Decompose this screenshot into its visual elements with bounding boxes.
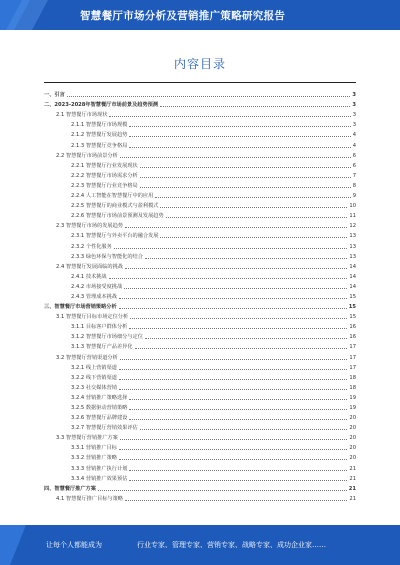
toc-entry-page: 7 bbox=[352, 172, 356, 179]
toc-entry-page: 17 bbox=[349, 344, 356, 351]
toc-entry-title: 三、智慧餐厅市场营销策略分析 bbox=[44, 304, 117, 311]
toc-entry-page: 19 bbox=[349, 405, 356, 411]
toc-dot-leader bbox=[125, 268, 347, 269]
toc-entry-page: 4 bbox=[352, 142, 356, 149]
toc-entry[interactable] bbox=[44, 441, 356, 451]
toc-entry-page: 6 bbox=[352, 152, 356, 159]
toc-entry-page: 9 bbox=[352, 193, 356, 200]
toc-entry-page: 13 bbox=[349, 233, 356, 240]
toc-dot-leader bbox=[129, 328, 347, 329]
toc-entry[interactable] bbox=[44, 472, 356, 482]
toc-entry-title: 2.3.3 绿色环保与智能化的结合 bbox=[71, 253, 143, 260]
toc-entry[interactable] bbox=[44, 209, 356, 219]
toc-entry-title: 3.2.2 线下营销渠道 bbox=[71, 374, 117, 381]
toc-dot-leader bbox=[120, 157, 351, 158]
toc-dot-leader bbox=[140, 177, 351, 178]
toc-entry[interactable] bbox=[44, 350, 356, 360]
toc-entry-title: 3.1.3 智慧餐厅产品差异化 bbox=[71, 344, 133, 351]
header-decoration bbox=[0, 0, 60, 30]
toc-entry[interactable] bbox=[44, 98, 356, 108]
toc-entry-page: 16 bbox=[349, 334, 356, 341]
toc-entry[interactable] bbox=[44, 250, 356, 260]
toc-entry[interactable] bbox=[44, 169, 356, 179]
toc-entry-title: 2.3.2 个性化服务 bbox=[71, 243, 112, 250]
toc-entry[interactable] bbox=[44, 149, 356, 159]
toc-dot-leader bbox=[145, 338, 347, 339]
toc-entry-title: 2.2.2 智慧餐厅市场需求分析 bbox=[71, 172, 138, 179]
toc-entry-page: 20 bbox=[349, 455, 356, 462]
toc-entry-title: 3.1 智慧餐厅目标市场定位分析 bbox=[56, 314, 129, 321]
toc-dot-leader bbox=[125, 227, 347, 228]
toc-dot-leader bbox=[130, 318, 347, 319]
toc-dot-leader bbox=[160, 237, 347, 238]
toc-entry-title: 3.3.3 营销推广执行计划 bbox=[71, 465, 128, 472]
toc-entry[interactable] bbox=[44, 138, 356, 148]
toc-entry-page: 4 bbox=[352, 132, 356, 139]
toc-entry[interactable] bbox=[44, 330, 356, 340]
toc-dot-leader bbox=[129, 480, 347, 481]
toc-dot-leader bbox=[129, 136, 350, 137]
toc-dot-leader bbox=[109, 116, 350, 117]
toc-entry-title: 3.3.1 营销推广目标 bbox=[71, 445, 117, 452]
toc-entry-title: 2.1.2 智慧餐厅发展趋势 bbox=[71, 132, 128, 139]
toc-dot-leader bbox=[155, 197, 350, 198]
toc-dot-leader bbox=[145, 258, 347, 259]
toc-entry-page: 20 bbox=[349, 435, 356, 442]
toc-entry[interactable] bbox=[44, 431, 356, 441]
toc-entry[interactable] bbox=[44, 88, 356, 98]
toc-entry[interactable] bbox=[44, 320, 356, 330]
toc-entry[interactable] bbox=[44, 229, 356, 239]
toc-entry-title: 2.2.6 智慧餐厅市场前景预测及发展趋势 bbox=[71, 213, 164, 220]
toc-entry-title: 2.1 智慧餐厅市场现状 bbox=[56, 112, 108, 119]
toc-entry-page: 14 bbox=[349, 273, 356, 280]
toc-dot-leader bbox=[114, 248, 348, 249]
toc-entry-title: 2.2.4 人工智能在智慧餐厅中的应用 bbox=[71, 193, 154, 200]
toc-dot-leader bbox=[129, 419, 347, 420]
toc-entry[interactable] bbox=[44, 381, 356, 391]
toc-dot-leader bbox=[119, 459, 347, 460]
toc-entry-title: 2.2.3 智慧餐厅行业竞争格局 bbox=[71, 182, 138, 189]
toc-dot-leader bbox=[120, 439, 348, 440]
toc-entry-title: 3.2.4 营销推广策略选择 bbox=[71, 394, 128, 401]
page-header bbox=[0, 0, 400, 30]
toc-entry-title: 2.4.3 管理成本挑战 bbox=[71, 293, 117, 300]
toc-entry[interactable] bbox=[44, 270, 356, 280]
toc-entry-page: 3 bbox=[352, 102, 356, 109]
toc-entry-title: 3.1.2 智慧餐厅市场细分与定位 bbox=[71, 334, 143, 341]
toc-dot-leader bbox=[119, 389, 347, 390]
toc-dot-leader bbox=[160, 207, 347, 208]
toc-entry-page: 11 bbox=[349, 213, 356, 220]
toc-entry[interactable] bbox=[44, 179, 356, 189]
toc-entry[interactable] bbox=[44, 340, 356, 350]
toc-entry[interactable] bbox=[44, 371, 356, 381]
toc-entry-page: 19 bbox=[349, 394, 356, 401]
toc-entry[interactable] bbox=[44, 300, 356, 310]
toc-entry[interactable] bbox=[44, 290, 356, 300]
toc-entry-title: 4.1 智慧餐厅推广目标与策略 bbox=[56, 495, 123, 502]
toc-entry-title: 3.3.2 营销推广策略 bbox=[71, 455, 117, 462]
toc-dot-leader bbox=[140, 429, 348, 430]
toc-entry[interactable] bbox=[44, 118, 356, 128]
toc-entry-page: 20 bbox=[349, 445, 356, 452]
toc-entry-page: 16 bbox=[349, 324, 356, 331]
footer-tags: 行业专家、管理专家、营销专家、战略专家、成功企业家…… bbox=[137, 541, 326, 549]
toc-entry[interactable] bbox=[44, 361, 356, 371]
toc-dot-leader bbox=[135, 348, 348, 349]
toc-entry-title: 2.4.2 市场接受度挑战 bbox=[71, 283, 123, 290]
toc-entry[interactable] bbox=[44, 159, 356, 169]
toc-entry[interactable] bbox=[44, 492, 356, 502]
toc-entry-page: 12 bbox=[349, 223, 356, 230]
toc-entry-page: 18 bbox=[349, 384, 356, 391]
toc-entry-title: 二、2023-2028年智慧餐厅市场前景及趋势预测 bbox=[44, 102, 159, 109]
toc-entry-page: 21 bbox=[349, 465, 356, 472]
toc-entry-page: 21 bbox=[349, 475, 356, 482]
toc-dot-leader bbox=[129, 147, 350, 148]
toc-entry-page: 3 bbox=[352, 112, 356, 119]
toc-entry[interactable] bbox=[44, 401, 356, 411]
toc-entry[interactable] bbox=[44, 310, 356, 320]
toc-entry-title: 3.2.6 智慧餐厅品牌建设 bbox=[71, 415, 128, 422]
toc-entry-page: 21 bbox=[348, 485, 356, 492]
toc-entry-title: 3.1.1 目标客户群体分析 bbox=[71, 324, 128, 331]
toc-dot-leader bbox=[140, 167, 351, 168]
toc-entry-title: 3.3 智慧餐厅营销推广方案 bbox=[56, 435, 118, 442]
toc-entry-page: 17 bbox=[349, 354, 356, 361]
toc-entry-page: 3 bbox=[352, 92, 356, 99]
toc-dot-leader bbox=[119, 449, 347, 450]
toc-dot-leader bbox=[129, 399, 347, 400]
toc-dot-leader bbox=[119, 379, 347, 380]
footer-decoration bbox=[0, 525, 40, 565]
toc-dot-leader bbox=[160, 106, 350, 107]
toc-dot-leader bbox=[119, 308, 347, 309]
toc-entry-page: 8 bbox=[352, 182, 356, 189]
toc-entry-title: 3.2 智慧餐厅营销渠道分析 bbox=[56, 354, 118, 361]
toc-entry-title: 2.2.5 智慧餐厅的商业模式与盈利模式 bbox=[71, 203, 159, 210]
toc-entry[interactable] bbox=[44, 451, 356, 461]
toc-dot-leader bbox=[119, 369, 347, 370]
toc-entry[interactable] bbox=[44, 199, 356, 209]
toc-entry-title: 2.4.1 技术挑战 bbox=[71, 273, 107, 280]
toc-entry-title: 2.3.1 智慧餐厅与外卖平台的融合发展 bbox=[71, 233, 159, 240]
toc-entry[interactable] bbox=[44, 482, 356, 492]
toc-dot-leader bbox=[109, 278, 348, 279]
toc-entry-title: 四、智慧餐厅推广方案 bbox=[44, 485, 96, 492]
toc-entry-page: 17 bbox=[349, 364, 356, 371]
toc-dot-leader bbox=[98, 490, 347, 491]
toc-entry-title: 3.2.7 智慧餐厅营销效果评估 bbox=[71, 425, 138, 432]
toc-entry-title: 2.2.1 智慧餐厅行业发展现状 bbox=[71, 162, 138, 169]
toc-divider bbox=[44, 82, 356, 83]
toc-entry[interactable] bbox=[44, 411, 356, 421]
toc-entry-title: 一、引言 bbox=[44, 92, 65, 99]
toc-dot-leader bbox=[120, 359, 348, 360]
header-title: 智慧餐厅市场分析及营销推广策略研究报告 bbox=[80, 10, 286, 22]
page-footer bbox=[0, 525, 400, 565]
toc-entry-page: 18 bbox=[349, 374, 356, 381]
toc-entry-title: 3.3.4 营销推广效果预估 bbox=[71, 475, 128, 482]
toc-dot-leader bbox=[67, 96, 351, 97]
toc-dot-leader bbox=[166, 217, 348, 218]
toc-entry-title: 2.2 智慧餐厅市场前景分析 bbox=[56, 152, 118, 159]
toc-heading: 内容目录 bbox=[173, 57, 226, 71]
toc-entry-title: 2.1.1 智慧餐厅市场规模 bbox=[71, 122, 128, 129]
toc-entry[interactable] bbox=[44, 128, 356, 138]
toc-entry-title: 3.2.5 数据驱动营销策略 bbox=[71, 405, 128, 411]
toc-entry[interactable] bbox=[44, 108, 356, 118]
toc-entry-title: 2.4 智慧餐厅发展面临的挑战 bbox=[56, 263, 123, 270]
toc-entry-page: 13 bbox=[349, 253, 356, 260]
footer-slogan: 让每个人都能成为 bbox=[46, 541, 102, 549]
toc-entry-page: 6 bbox=[352, 162, 356, 169]
toc-entry-page: 10 bbox=[349, 203, 356, 210]
toc-entry-page: 21 bbox=[349, 495, 356, 502]
toc-dot-leader bbox=[125, 500, 347, 501]
toc-entry-page: 14 bbox=[349, 283, 356, 290]
toc-entry-title: 2.3 智慧餐厅市场的发展趋势 bbox=[56, 223, 123, 230]
toc-entry[interactable] bbox=[44, 219, 356, 229]
toc-entry[interactable] bbox=[44, 260, 356, 270]
toc-entry[interactable] bbox=[44, 280, 356, 290]
toc-entry-page: 14 bbox=[349, 263, 356, 270]
toc-dot-leader bbox=[129, 409, 347, 410]
toc-entry-page: 20 bbox=[349, 425, 356, 432]
toc-dot-leader bbox=[140, 187, 351, 188]
toc-entry-page: 20 bbox=[349, 415, 356, 422]
toc-dot-leader bbox=[124, 288, 347, 289]
toc-entry-page: 15 bbox=[349, 314, 356, 321]
toc-dot-leader bbox=[119, 298, 347, 299]
toc-entry[interactable] bbox=[44, 461, 356, 471]
toc-entry-title: 3.2.3 社交媒体营销 bbox=[71, 384, 117, 391]
toc-entry[interactable] bbox=[44, 239, 356, 249]
toc-entry[interactable] bbox=[44, 189, 356, 199]
toc-dot-leader bbox=[129, 126, 350, 127]
toc-entry[interactable] bbox=[44, 391, 356, 401]
toc-entry-title: 2.1.3 智慧餐厅竞争格局 bbox=[71, 142, 128, 149]
toc-entry-page: 15 bbox=[348, 304, 356, 311]
toc-entry-title: 3.2.1 线上营销渠道 bbox=[71, 364, 117, 371]
toc-entry-page: 15 bbox=[349, 293, 356, 300]
toc-entry-page: 13 bbox=[349, 243, 356, 250]
toc-entry[interactable] bbox=[44, 421, 356, 431]
toc-dot-leader bbox=[129, 470, 347, 471]
toc-entry-page: 3 bbox=[352, 122, 356, 129]
toc-list bbox=[44, 88, 356, 502]
